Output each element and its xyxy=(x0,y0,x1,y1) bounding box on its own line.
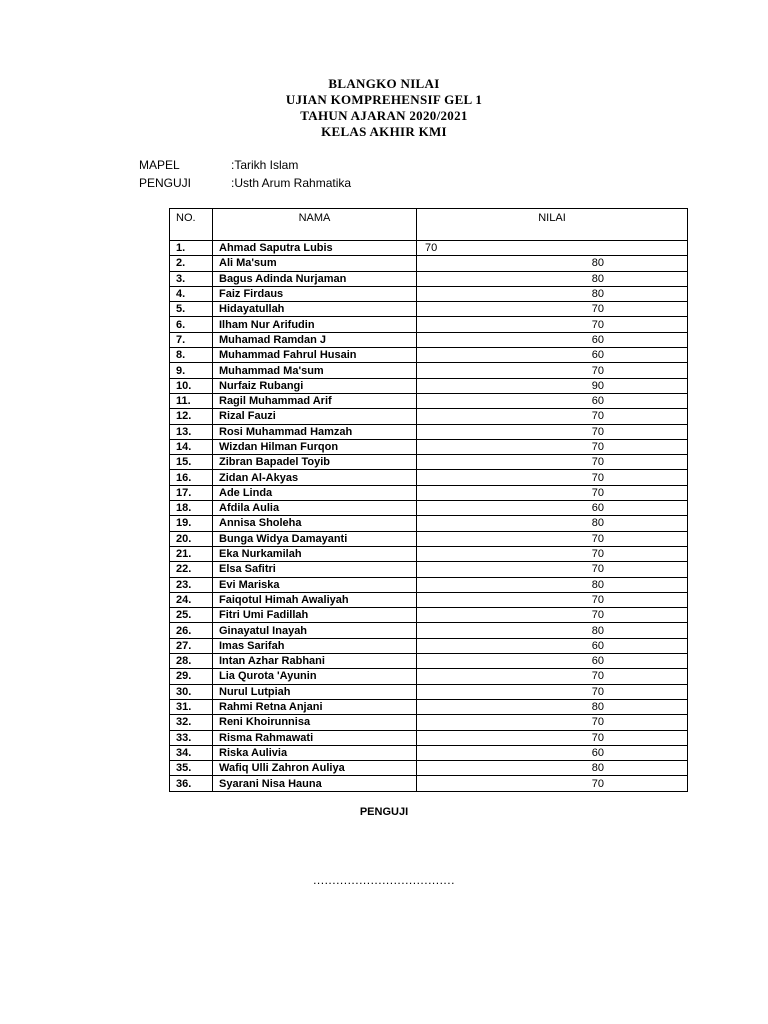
row-nilai: 70 xyxy=(417,669,688,684)
table-row xyxy=(170,715,688,730)
row-nilai: 80 xyxy=(417,516,688,531)
row-no: 19. xyxy=(170,516,213,531)
table-row xyxy=(170,577,688,592)
row-nama: Bagus Adinda Nurjaman xyxy=(213,271,417,286)
table-row xyxy=(170,684,688,699)
row-nilai: 80 xyxy=(417,271,688,286)
row-nilai: 80 xyxy=(417,761,688,776)
penguji-value: :Usth Arum Rahmatika xyxy=(231,176,352,190)
row-nilai: 70 xyxy=(417,485,688,500)
table-row xyxy=(170,516,688,531)
table-row xyxy=(170,348,688,363)
row-nilai: 70 xyxy=(417,730,688,745)
row-nama: Ahmad Saputra Lubis xyxy=(213,241,417,256)
row-no: 5. xyxy=(170,302,213,317)
row-no: 8. xyxy=(170,348,213,363)
row-no: 15. xyxy=(170,455,213,470)
row-no: 30. xyxy=(170,684,213,699)
row-nama: Eka Nurkamilah xyxy=(213,546,417,561)
row-nilai: 60 xyxy=(417,638,688,653)
row-nilai: 70 xyxy=(417,776,688,791)
row-nilai: 70 xyxy=(417,684,688,699)
row-no: 7. xyxy=(170,332,213,347)
table-row xyxy=(170,286,688,301)
row-nama: Muhammad Ma'sum xyxy=(213,363,417,378)
table-row xyxy=(170,317,688,332)
row-no: 36. xyxy=(170,776,213,791)
row-nilai: 70 xyxy=(417,241,688,256)
row-nama: Intan Azhar Rabhani xyxy=(213,654,417,669)
row-nama: Faiz Firdaus xyxy=(213,286,417,301)
table-row xyxy=(170,699,688,714)
row-no: 20. xyxy=(170,531,213,546)
mapel-value: :Tarikh Islam xyxy=(231,158,299,172)
row-nama: Ade Linda xyxy=(213,485,417,500)
row-nama: Rizal Fauzi xyxy=(213,409,417,424)
row-no: 14. xyxy=(170,439,213,454)
row-nilai: 80 xyxy=(417,286,688,301)
row-nama: Evi Mariska xyxy=(213,577,417,592)
row-nilai: 80 xyxy=(417,256,688,271)
row-no: 9. xyxy=(170,363,213,378)
signer-label: PENGUJI xyxy=(359,806,409,818)
row-nilai: 60 xyxy=(417,332,688,347)
table-row xyxy=(170,302,688,317)
row-no: 2. xyxy=(170,256,213,271)
row-no: 13. xyxy=(170,424,213,439)
row-nama: Lia Qurota 'Ayunin xyxy=(213,669,417,684)
table-row xyxy=(170,730,688,745)
row-nilai: 80 xyxy=(417,623,688,638)
row-no: 35. xyxy=(170,761,213,776)
row-nilai: 60 xyxy=(417,393,688,408)
row-no: 21. xyxy=(170,546,213,561)
row-no: 17. xyxy=(170,485,213,500)
table-row xyxy=(170,332,688,347)
row-nama: Riska Aulivia xyxy=(213,745,417,760)
header-nama: NAMA xyxy=(213,209,417,241)
row-nama: Fitri Umi Fadillah xyxy=(213,608,417,623)
row-no: 29. xyxy=(170,669,213,684)
row-nama: Ginayatul Inayah xyxy=(213,623,417,638)
row-nilai: 70 xyxy=(417,317,688,332)
row-no: 26. xyxy=(170,623,213,638)
table-row xyxy=(170,424,688,439)
row-nama: Ilham Nur Arifudin xyxy=(213,317,417,332)
row-nilai: 60 xyxy=(417,501,688,516)
row-no: 32. xyxy=(170,715,213,730)
row-no: 12. xyxy=(170,409,213,424)
row-nilai: 70 xyxy=(417,470,688,485)
row-nama: Zibran Bapadel Toyib xyxy=(213,455,417,470)
row-no: 11. xyxy=(170,393,213,408)
row-nilai: 70 xyxy=(417,531,688,546)
title-line-1: BLANGKO NILAI xyxy=(328,76,440,91)
row-no: 1. xyxy=(170,241,213,256)
table-row xyxy=(170,623,688,638)
row-nilai: 70 xyxy=(417,715,688,730)
row-nama: Reni Khoirunnisa xyxy=(213,715,417,730)
table-row xyxy=(170,745,688,760)
title-line-2: UJIAN KOMPREHENSIF GEL 1 xyxy=(285,92,483,107)
table-row xyxy=(170,256,688,271)
row-nama: Elsa Safitri xyxy=(213,562,417,577)
row-nama: Afdila Aulia xyxy=(213,501,417,516)
row-nilai: 60 xyxy=(417,745,688,760)
table-row xyxy=(170,654,688,669)
row-no: 22. xyxy=(170,562,213,577)
row-nama: Rosi Muhammad Hamzah xyxy=(213,424,417,439)
table-row xyxy=(170,439,688,454)
row-no: 23. xyxy=(170,577,213,592)
mapel-label: MAPEL xyxy=(139,158,180,172)
row-nama: Rahmi Retna Anjani xyxy=(213,699,417,714)
row-nilai: 80 xyxy=(417,699,688,714)
row-nilai: 70 xyxy=(417,608,688,623)
row-nilai: 70 xyxy=(417,302,688,317)
header-no: NO. xyxy=(170,209,213,241)
row-no: 3. xyxy=(170,271,213,286)
row-nama: Muhamad Ramdan J xyxy=(213,332,417,347)
table-header-row xyxy=(170,209,688,241)
row-nama: Zidan Al-Akyas xyxy=(213,470,417,485)
row-no: 28. xyxy=(170,654,213,669)
row-nama: Faiqotul Himah Awaliyah xyxy=(213,592,417,607)
row-no: 25. xyxy=(170,608,213,623)
title-line-4: KELAS AKHIR KMI xyxy=(321,124,447,139)
table-row xyxy=(170,608,688,623)
table-row xyxy=(170,501,688,516)
row-nama: Bunga Widya Damayanti xyxy=(213,531,417,546)
row-nilai: 80 xyxy=(417,577,688,592)
row-nama: Ali Ma'sum xyxy=(213,256,417,271)
table-row xyxy=(170,409,688,424)
signature-line: ..................................... xyxy=(313,873,455,887)
row-nama: Risma Rahmawati xyxy=(213,730,417,745)
table-row xyxy=(170,485,688,500)
row-no: 10. xyxy=(170,378,213,393)
row-nilai: 70 xyxy=(417,409,688,424)
row-no: 4. xyxy=(170,286,213,301)
row-no: 33. xyxy=(170,730,213,745)
header-nilai: NILAI xyxy=(417,209,688,241)
row-nama: Hidayatullah xyxy=(213,302,417,317)
row-nama: Annisa Sholeha xyxy=(213,516,417,531)
row-nilai: 90 xyxy=(417,378,688,393)
row-no: 16. xyxy=(170,470,213,485)
table-row xyxy=(170,669,688,684)
table-row xyxy=(170,546,688,561)
row-nama: Ragil Muhammad Arif xyxy=(213,393,417,408)
table-row xyxy=(170,363,688,378)
row-nilai: 70 xyxy=(417,592,688,607)
score-table xyxy=(169,208,688,792)
table-row xyxy=(170,761,688,776)
table-row xyxy=(170,592,688,607)
table-row xyxy=(170,241,688,256)
row-nama: Wizdan Hilman Furqon xyxy=(213,439,417,454)
table-row xyxy=(170,393,688,408)
row-nama: Nurfaiz Rubangi xyxy=(213,378,417,393)
row-no: 24. xyxy=(170,592,213,607)
title-line-3: TAHUN AJARAN 2020/2021 xyxy=(300,108,468,123)
row-nilai: 60 xyxy=(417,348,688,363)
table-row xyxy=(170,638,688,653)
row-nama: Syarani Nisa Hauna xyxy=(213,776,417,791)
row-nilai: 60 xyxy=(417,654,688,669)
row-nama: Wafiq Ulli Zahron Auliya xyxy=(213,761,417,776)
row-nilai: 70 xyxy=(417,546,688,561)
row-no: 31. xyxy=(170,699,213,714)
table-row xyxy=(170,531,688,546)
table-row xyxy=(170,776,688,791)
row-no: 27. xyxy=(170,638,213,653)
row-nilai: 70 xyxy=(417,455,688,470)
row-nama: Nurul Lutpiah xyxy=(213,684,417,699)
table-row xyxy=(170,271,688,286)
table-row xyxy=(170,378,688,393)
row-nama: Imas Sarifah xyxy=(213,638,417,653)
row-no: 6. xyxy=(170,317,213,332)
table-row xyxy=(170,455,688,470)
row-no: 34. xyxy=(170,745,213,760)
row-nama: Muhammad Fahrul Husain xyxy=(213,348,417,363)
row-no: 18. xyxy=(170,501,213,516)
row-nilai: 70 xyxy=(417,424,688,439)
row-nilai: 70 xyxy=(417,439,688,454)
row-nilai: 70 xyxy=(417,363,688,378)
table-row xyxy=(170,470,688,485)
penguji-label: PENGUJI xyxy=(139,176,192,190)
row-nilai: 70 xyxy=(417,562,688,577)
table-row xyxy=(170,562,688,577)
document-title xyxy=(0,76,768,140)
